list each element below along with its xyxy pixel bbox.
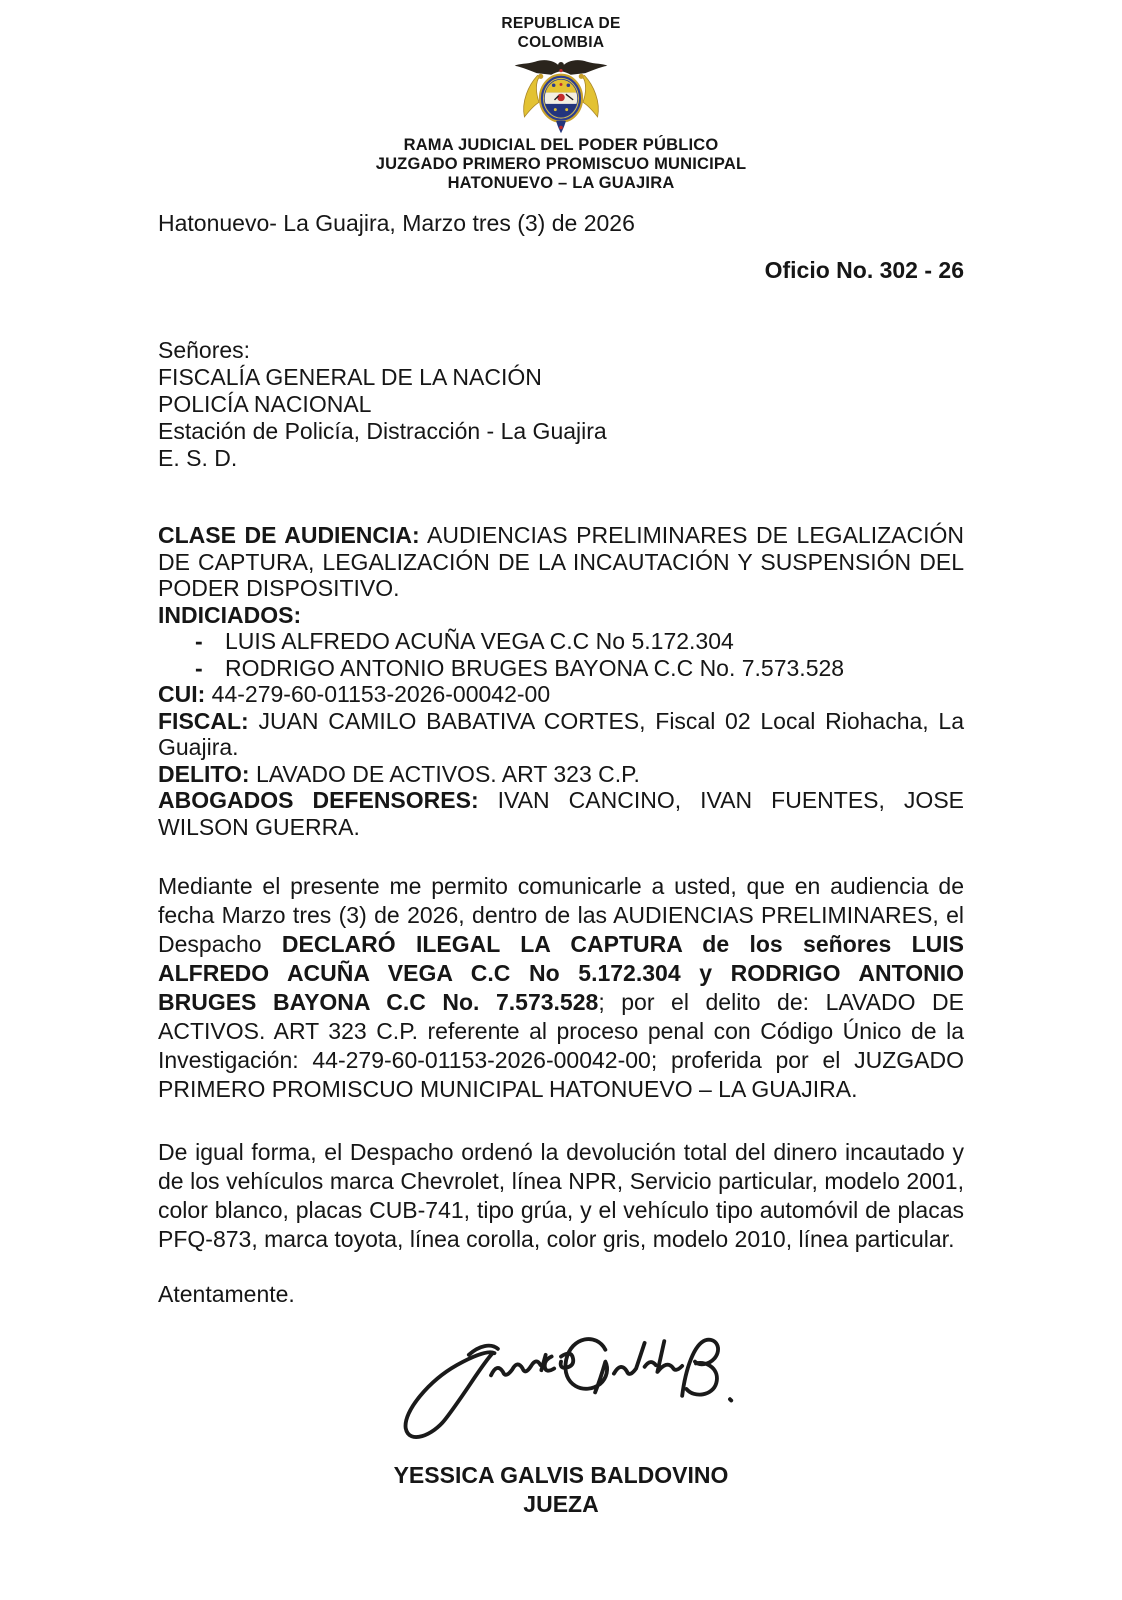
- country-title-line1: REPUBLICA DE: [501, 15, 621, 32]
- court-name-line: JUZGADO PRIMERO PROMISCUO MUNICIPAL: [375, 155, 747, 173]
- abogados-label: ABOGADOS DEFENSORES:: [158, 787, 479, 813]
- signer-title: JUEZA: [523, 1491, 599, 1517]
- letterhead: [158, 14, 964, 193]
- fiscal-value: JUAN CAMILO BABATIVA CORTES, Fiscal 02 Local Riohacha, La Guajira.: [158, 707, 964, 760]
- p1-segment-1: Mediante el presente me permito comunicarle a usted, que en audiencia de fecha Marzo tres (3) de 2026, dentro de las AUDIENCIAS PRELIMINARES, el Despacho: [158, 873, 964, 957]
- body-paragraph-1: [158, 872, 964, 1104]
- indiciado-item-2: [158, 655, 964, 682]
- oficio-number: Oficio No. 302 - 26: [764, 257, 964, 283]
- fiscal-label: FISCAL:: [158, 707, 249, 734]
- p1-declaration-bold: DECLARÓ ILEGAL LA CAPTURA de los señores LUIS ALFREDO ACUÑA VEGA C.C No 5.172.304 y RODRIGO ANTONIO BRUGES BAYONA C.C No. 7.573.528: [158, 931, 964, 1015]
- indiciado-name-2: RODRIGO ANTONIO BRUGES BAYONA C.C No. 7.573.528: [225, 654, 845, 681]
- cui-label: CUI:: [158, 681, 206, 707]
- body-paragraph-2: De igual forma, el Despacho ordenó la devolución total del dinero incautado y de los vehículos marca Chevrolet, línea NPR, Servicio particular, modelo 2001, color blanco, placas CUB-741, tipo grúa, y el vehículo tipo automóvil de placas PFQ-873, marca toyota, línea corolla, color gris, modelo 2010, línea particular.: [158, 1139, 964, 1252]
- cui-value: 44-279-60-01153-2026-00042-00: [205, 681, 551, 707]
- recipient-block: [158, 337, 964, 472]
- bullet-dash: -: [195, 628, 203, 654]
- recipient-salutation: Señores:: [158, 337, 251, 363]
- case-delito-line: [158, 761, 964, 788]
- indiciados-label: INDICIADOS:: [158, 601, 302, 628]
- colombia-coat-of-arms-icon: [502, 56, 620, 134]
- case-abogados-line: [158, 787, 964, 840]
- closing-line: Atentamente.: [158, 1281, 295, 1307]
- indiciado-name-1: LUIS ALFREDO ACUÑA VEGA C.C No 5.172.304: [225, 628, 734, 654]
- case-cui-line: [158, 681, 964, 708]
- signer-name: YESSICA GALVIS BALDOVINO: [393, 1462, 729, 1488]
- judicial-branch-line: RAMA JUDICIAL DEL PODER PÚBLICO: [403, 136, 719, 154]
- case-details-block: [158, 522, 964, 840]
- bullet-dash: -: [195, 654, 203, 681]
- recipient-entity-policia: POLICÍA NACIONAL: [158, 391, 372, 417]
- recipient-entity-estacion: Estación de Policía, Distracción - La Guajira: [158, 418, 607, 444]
- abogados-value: IVAN CANCINO, IVAN FUENTES, JOSE WILSON GUERRA.: [158, 787, 964, 840]
- court-location-line: HATONUEVO – LA GUAJIRA: [447, 174, 675, 192]
- delito-label: DELITO:: [158, 760, 250, 787]
- p1-segment-3: ; por el delito de: LAVADO DE ACTIVOS. ART 323 C.P. referente al proceso penal con Código Único de la Investigación: 44-279-60-01153-2026-00042-00; proferida por el JUZGADO PRIMERO PROMISCUO MUNICIPAL HATONUEVO – LA GUAJIRA.: [158, 989, 964, 1102]
- indiciados-label-line: [158, 602, 964, 629]
- delito-value: LAVADO DE ACTIVOS. ART 323 C.P.: [249, 760, 640, 787]
- recipient-esd: E. S. D.: [158, 445, 238, 471]
- case-clase-audiencia: [158, 522, 964, 602]
- country-title-line2: COLOMBIA: [517, 34, 605, 51]
- clase-audiencia-label: CLASE DE AUDIENCIA:: [158, 522, 420, 548]
- date-place-line: Hatonuevo- La Guajira, Marzo tres (3) de 2026: [158, 210, 635, 236]
- recipient-entity-fiscalia: FISCALÍA GENERAL DE LA NACIÓN: [158, 364, 542, 390]
- case-fiscal-line: [158, 708, 964, 761]
- indiciado-item-1: [158, 628, 964, 655]
- clase-audiencia-value: AUDIENCIAS PRELIMINARES DE LEGALIZACIÓN DE CAPTURA, LEGALIZACIÓN DE LA INCAUTACIÓN Y SUSPENSIÓN DEL PODER DISPOSITIVO.: [158, 522, 964, 601]
- handwritten-signature-icon: [366, 1319, 756, 1447]
